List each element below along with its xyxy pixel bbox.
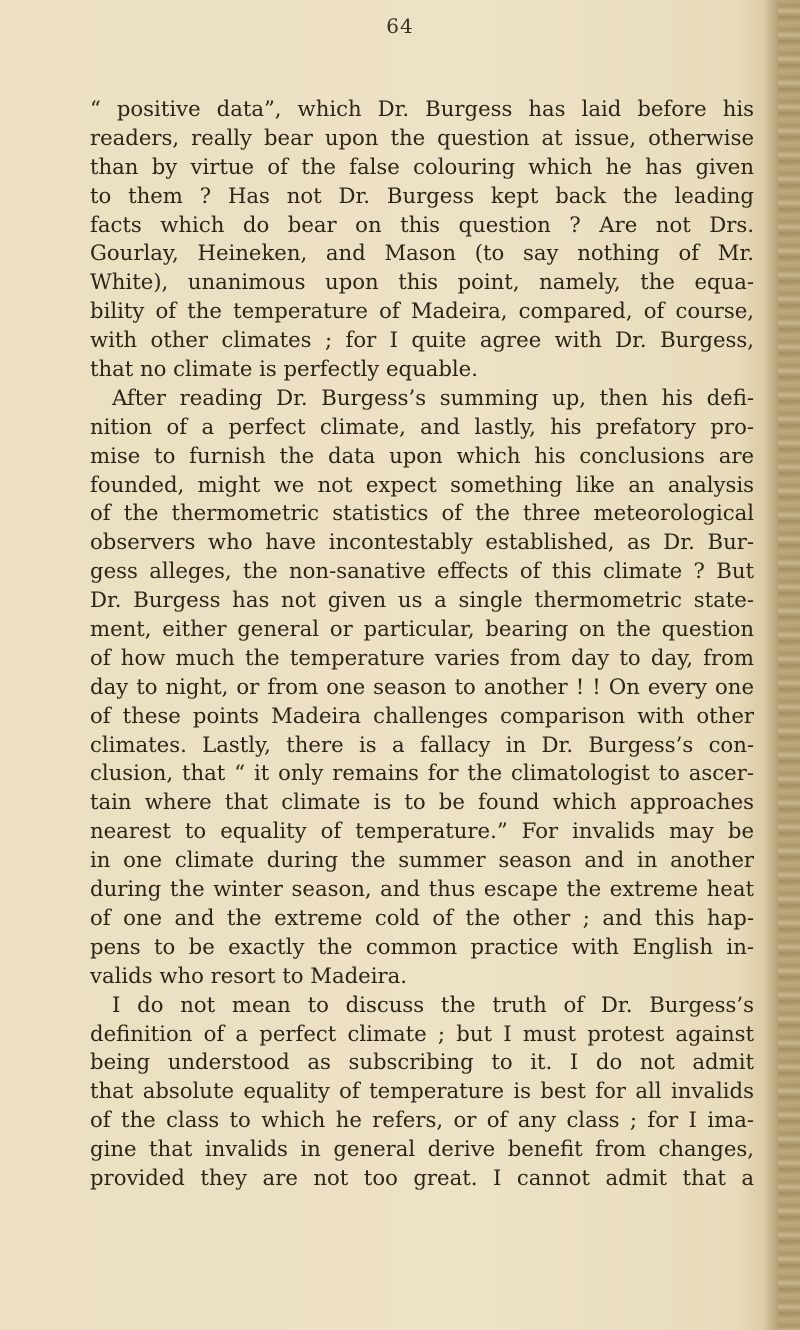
text-line: day to night, or from one season to another ! ! On every one [90, 673, 754, 699]
text-line: of the class to which he refers, or of any class ; for I ima- [90, 1107, 754, 1133]
text-line: observers who have incontestably established, as Dr. Bur- [90, 529, 754, 555]
text-line: White), unanimous upon this point, namely, the equa- [90, 269, 754, 295]
text-line: valids who resort to Madeira. [90, 962, 407, 988]
text-line: clusion, that “ it only remains for the climatologist to ascer- [90, 760, 754, 786]
page-number: 64 [386, 14, 414, 38]
text-line: I do not mean to discuss the truth of Dr. Burgess’s [112, 991, 754, 1017]
text-line: Dr. Burgess has not given us a single thermometric state- [90, 587, 754, 613]
text-line: “ positive data”, which Dr. Burgess has laid before his [90, 96, 754, 121]
text-line: of the thermometric statistics of the three meteorological [90, 500, 754, 526]
text-line: nearest to equality of temperature.” For invalids may be [90, 818, 754, 844]
text-line: during the winter season, and thus escape the extreme heat [90, 876, 754, 902]
text-line: provided they are not too great. I cannot admit that a [90, 1164, 754, 1190]
text-line: mise to furnish the data upon which his conclusions are [90, 442, 754, 468]
text-line: gine that invalids in general derive benefit from changes, [90, 1136, 754, 1162]
text-line: definition of a perfect climate ; but I must protest against [90, 1020, 754, 1046]
text-line: of these points Madeira challenges comparison with other [90, 702, 754, 728]
text-line: of one and the extreme cold of the other ; and this hap- [90, 904, 754, 930]
text-line: that no climate is perfectly equable. [90, 356, 478, 382]
text-line: ment, either general or particular, bearing on the question [90, 616, 754, 642]
body-text [90, 95, 754, 1193]
text-line: with other climates ; for I quite agree with Dr. Burgess, [90, 327, 754, 353]
page-edge [778, 0, 800, 1330]
page-edge-shadow [764, 0, 778, 1330]
text-line: tain where that climate is to be found which approaches [90, 789, 754, 815]
text-line: readers, really bear upon the question at issue, otherwise [90, 124, 754, 150]
text-line: nition of a perfect climate, and lastly, his prefatory pro- [90, 413, 754, 439]
text-line: facts which do bear on this question ? Are not Drs. [90, 211, 754, 237]
text-line: of how much the temperature varies from day to day, from [90, 644, 754, 670]
text-line: founded, might we not expect something like an analysis [90, 471, 754, 497]
text-line: gess alleges, the non-sanative effects of this climate ? But [90, 558, 754, 584]
text-line: in one climate during the summer season and in another [90, 847, 754, 873]
text-line: that absolute equality of temperature is best for all invalids [90, 1078, 754, 1104]
text-line: After reading Dr. Burgess’s summing up, then his defi- [112, 384, 754, 410]
text-line: than by virtue of the false colouring which he has given [90, 153, 754, 179]
text-line: Gourlay, Heineken, and Mason (to say nothing of Mr. [90, 240, 754, 266]
text-line: pens to be exactly the common practice with English in- [90, 933, 754, 959]
text-line: to them ? Has not Dr. Burgess kept back the leading [90, 182, 754, 208]
text-line: bility of the temperature of Madeira, compared, of course, [90, 298, 754, 324]
text-line: being understood as subscribing to it. I do not admit [90, 1049, 754, 1075]
text-line: climates. Lastly, there is a fallacy in Dr. Burgess’s con- [90, 731, 754, 757]
